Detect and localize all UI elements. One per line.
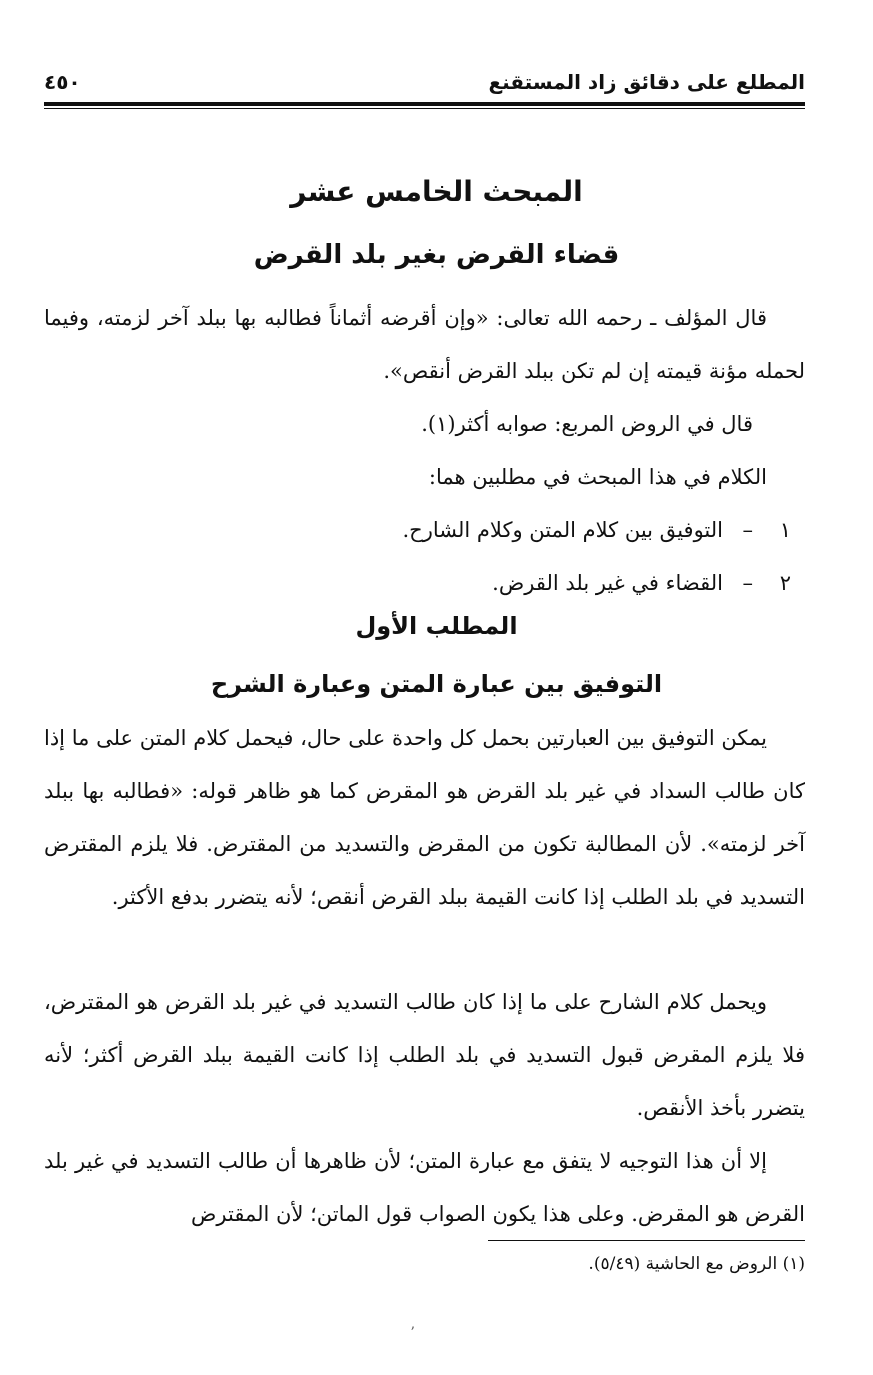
outline-item-number: ١ <box>779 518 791 542</box>
body-paragraph: إلا أن هذا التوجيه لا يتفق مع عبارة المتن؛ لأن ظاهرها أن طالب التسديد في غير بلد القرض هو المقرض. وعلى هذا يكون الصواب قول الماتن؛ لأن المقترض <box>44 1149 805 1226</box>
running-title: المطلع على دقائق زاد المستقنع <box>488 70 805 94</box>
intro-paragraph: قال المؤلف ـ رحمه الله تعالى: «وإن أقرضه أثماناً فطالبه بها ببلد آخر لزمته، وفيما لحمله مؤنة قيمته إن لم تكن ببلد القرض أنقص». <box>44 306 805 383</box>
header-rule-thick <box>44 102 805 106</box>
footnote: (١) الروض مع الحاشية (٥/٤٩). <box>588 1254 805 1274</box>
page-number: ٤٥٠ <box>44 70 81 94</box>
section-title: المبحث الخامس عشر <box>290 175 583 208</box>
outline-intro: الكلام في هذا المبحث في مطلبين هما: <box>428 465 767 489</box>
rawd-note-text: قال في الروض المربع: صوابه أكثر(١). <box>421 412 753 436</box>
footnote-rule <box>488 1240 805 1241</box>
outline-item-dash: – <box>742 518 753 542</box>
subsection-title: المطلب الأول <box>355 612 518 640</box>
body-paragraph: ويحمل كلام الشارح على ما إذا كان طالب التسديد في غير بلد القرض هو المقترض، فلا يلزم المقرض قبول التسديد في بلد الطلب إذا كانت القيمة ببلد القرض أكثر؛ لأنه يتضرر بأخذ الأنقص. <box>44 990 805 1120</box>
outline-item <box>403 504 792 557</box>
page-header <box>44 62 805 102</box>
body-paragraph: يمكن التوفيق بين العبارتين بحمل كل واحدة على حال، فيحمل كلام المتن على ما إذا كان طالب السداد في غير بلد القرض هو المقرض كما هو ظاهر قوله: «فطالبه بها ببلد آخر لزمته». لأن المطالبة تكون من المقرض والتسديد من المقترض. فلا يلزم المقترض التسديد في بلد الطلب إذا كانت القيمة ببلد القرض أنقص؛ لأنه يتضرر بدفع الأكثر. <box>44 726 805 909</box>
subsection-subtitle: التوفيق بين عبارة المتن وعبارة الشرح <box>210 670 663 698</box>
scan-mark: ʼ <box>410 1325 415 1341</box>
header-rule-thin <box>44 108 805 109</box>
outline-item-text: التوفيق بين كلام المتن وكلام الشارح. <box>402 518 723 542</box>
section-subtitle: قضاء القرض بغير بلد القرض <box>253 240 620 270</box>
outline-item-number: ٢ <box>779 571 791 595</box>
rawd-note <box>421 398 753 451</box>
outline-item-dash: – <box>742 571 753 595</box>
outline-item <box>492 557 791 610</box>
outline-item-text: القضاء في غير بلد القرض. <box>492 571 723 595</box>
